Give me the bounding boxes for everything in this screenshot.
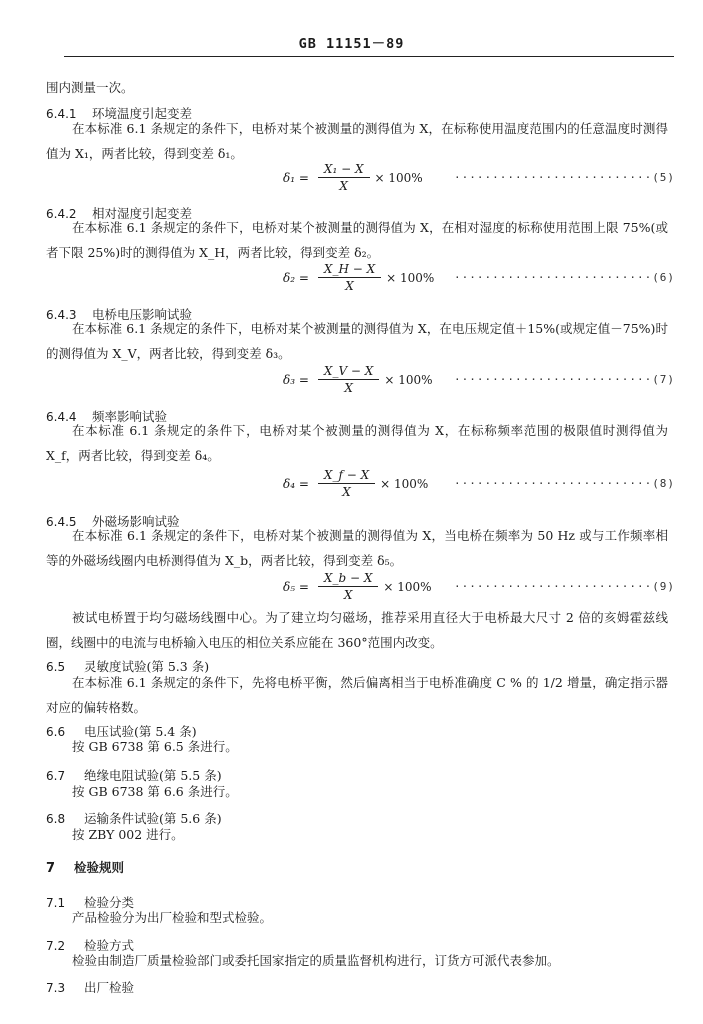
header-rule (64, 56, 674, 57)
fraction-denominator: X (318, 483, 375, 499)
section-number: 7.3 (46, 981, 66, 995)
section-number: 6.4.2 (46, 207, 77, 221)
section-title: 灵敏度试验(第 5.3 条) (84, 659, 210, 674)
section-title: 绝缘电阻试验(第 5.5 条) (84, 768, 222, 783)
equation-number: (6) (652, 271, 676, 284)
equation-fraction (321, 262, 378, 293)
section-number: 7 (46, 861, 56, 876)
equation-5 (283, 162, 423, 193)
section-number: 7.1 (46, 896, 66, 910)
fraction-denominator: X (318, 379, 379, 395)
section-title: 相对湿度引起变差 (92, 206, 193, 221)
section-6-4-5-text: 在本标准 6.1 条规定的条件下，电桥对某个被测量的测得值为 X，当电桥在频率为 50 Hz 或与工作频率相等的外磁场线圈内电桥测得值为 X_b，两者比较，得到变差 δ₅。 (46, 528, 668, 568)
equation-fraction (321, 468, 372, 499)
section-6-4-4-text: 在本标准 6.1 条规定的条件下，电桥对某个被测量的测得值为 X，在标称频率范围的极限值时测得值为 X_f，两者比较，得到变差 δ₄。 (46, 423, 668, 463)
equation-fraction (321, 364, 376, 395)
equation-5-leader: ··························(5) (454, 171, 676, 184)
equation-number: (7) (652, 373, 676, 386)
section-6-7-text: 按 GB 6738 第 6.6 条进行。 (72, 784, 238, 799)
section-6-4-3-text: 在本标准 6.1 条规定的条件下，电桥对某个被测量的测得值为 X，在电压规定值＋15%(或规定值－75%)时的测得值为 X_V，两者比较，得到变差 δ₃。 (46, 321, 668, 361)
equation-multiplier: × 100% (386, 270, 435, 285)
equation-number: (9) (652, 580, 676, 593)
fraction-denominator: X (318, 277, 381, 293)
intro-line: 围内测量一次。 (46, 80, 134, 95)
section-number: 6.4.5 (46, 515, 77, 529)
standard-header: GB 11151－89 (298, 36, 405, 52)
section-7-2-text: 检验由制造厂质量检验部门或委托国家指定的质量监督机构进行，订货方可派代表参加。 (72, 953, 560, 968)
section-6-8-text: 按 ZBY 002 进行。 (72, 827, 184, 842)
section-number: 6.5 (46, 660, 66, 674)
equation-multiplier: × 100% (374, 170, 423, 185)
equation-multiplier: × 100% (380, 476, 429, 491)
section-title: 检验分类 (84, 895, 135, 910)
section-6-4-1-text: 在本标准 6.1 条规定的条件下，电桥对某个被测量的测得值为 X，在标称使用温度范围内的任意温度时测得值为 X₁，两者比较，得到变差 δ₁。 (46, 121, 668, 161)
section-title: 检验方式 (84, 938, 135, 953)
equation-9 (283, 571, 432, 602)
section-number: 6.8 (46, 812, 66, 826)
section-title: 电压试验(第 5.4 条) (84, 724, 197, 739)
section-number: 7.2 (46, 939, 66, 953)
fraction-numerator: X_V − X (323, 364, 374, 378)
equation-8 (283, 468, 428, 499)
section-number: 6.4.4 (46, 410, 77, 424)
equation-lhs: δ₁ = (283, 170, 309, 185)
section-title: 检验规则 (74, 860, 125, 875)
section-title: 环境温度引起变差 (92, 106, 193, 121)
magnetic-field-note: 被试电桥置于均匀磁场线圈中心。为了建立均匀磁场，推荐采用直径大于电桥最大尺寸 2 倍的亥姆霍兹线圈，线圈中的电流与电桥输入电压的相位关系应能在 360°范围内改变。 (46, 610, 668, 650)
equation-lhs: δ₄ = (283, 476, 309, 491)
section-number: 6.4.3 (46, 308, 77, 322)
equation-lhs: δ₅ = (283, 579, 309, 594)
section-6-5-text: 在本标准 6.1 条规定的条件下，先将电桥平衡，然后偏离相当于电桥准确度 C % 的 1/2 增量，确定指示器对应的偏转格数。 (46, 675, 668, 715)
fraction-denominator: X (318, 177, 370, 193)
section-title: 运输条件试验(第 5.6 条) (84, 811, 222, 826)
fraction-denominator: X (318, 586, 378, 602)
chapter-7-heading (46, 858, 124, 876)
equation-multiplier: × 100% (383, 579, 432, 594)
section-number: 6.4.1 (46, 107, 77, 121)
equation-number: (5) (652, 171, 676, 184)
equation-9-leader: ··························(9) (454, 580, 676, 593)
equation-lhs: δ₃ = (283, 372, 309, 387)
equation-7 (283, 364, 433, 395)
fraction-numerator: X_b − X (323, 571, 373, 585)
section-6-4-2-text: 在本标准 6.1 条规定的条件下，电桥对某个被测量的测得值为 X，在相对湿度的标称使用范围上限 75%(或者下限 25%)时的测得值为 X_H，两者比较，得到变差 δ₂。 (46, 220, 668, 260)
equation-6 (283, 262, 434, 293)
fraction-numerator: X_H − X (323, 262, 376, 276)
equation-7-leader: ··························(7) (454, 373, 676, 386)
equation-fraction (321, 162, 367, 193)
fraction-numerator: X₁ − X (323, 162, 364, 176)
section-number: 6.7 (46, 769, 66, 783)
section-7-3-heading (46, 978, 134, 996)
fraction-numerator: X_f − X (323, 468, 370, 482)
equation-lhs: δ₂ = (283, 270, 309, 285)
section-title: 出厂检验 (84, 980, 135, 995)
equation-8-leader: ··························(8) (454, 477, 676, 490)
equation-6-leader: ··························(6) (454, 271, 676, 284)
section-7-1-text: 产品检验分为出厂检验和型式检验。 (72, 910, 273, 925)
section-title: 频率影响试验 (92, 409, 168, 424)
equation-fraction (321, 571, 375, 602)
equation-number: (8) (652, 477, 676, 490)
section-title: 电桥电压影响试验 (92, 307, 193, 322)
section-title: 外磁场影响试验 (92, 514, 180, 529)
section-6-6-text: 按 GB 6738 第 6.5 条进行。 (72, 739, 238, 754)
equation-multiplier: × 100% (384, 372, 433, 387)
section-number: 6.6 (46, 725, 66, 739)
